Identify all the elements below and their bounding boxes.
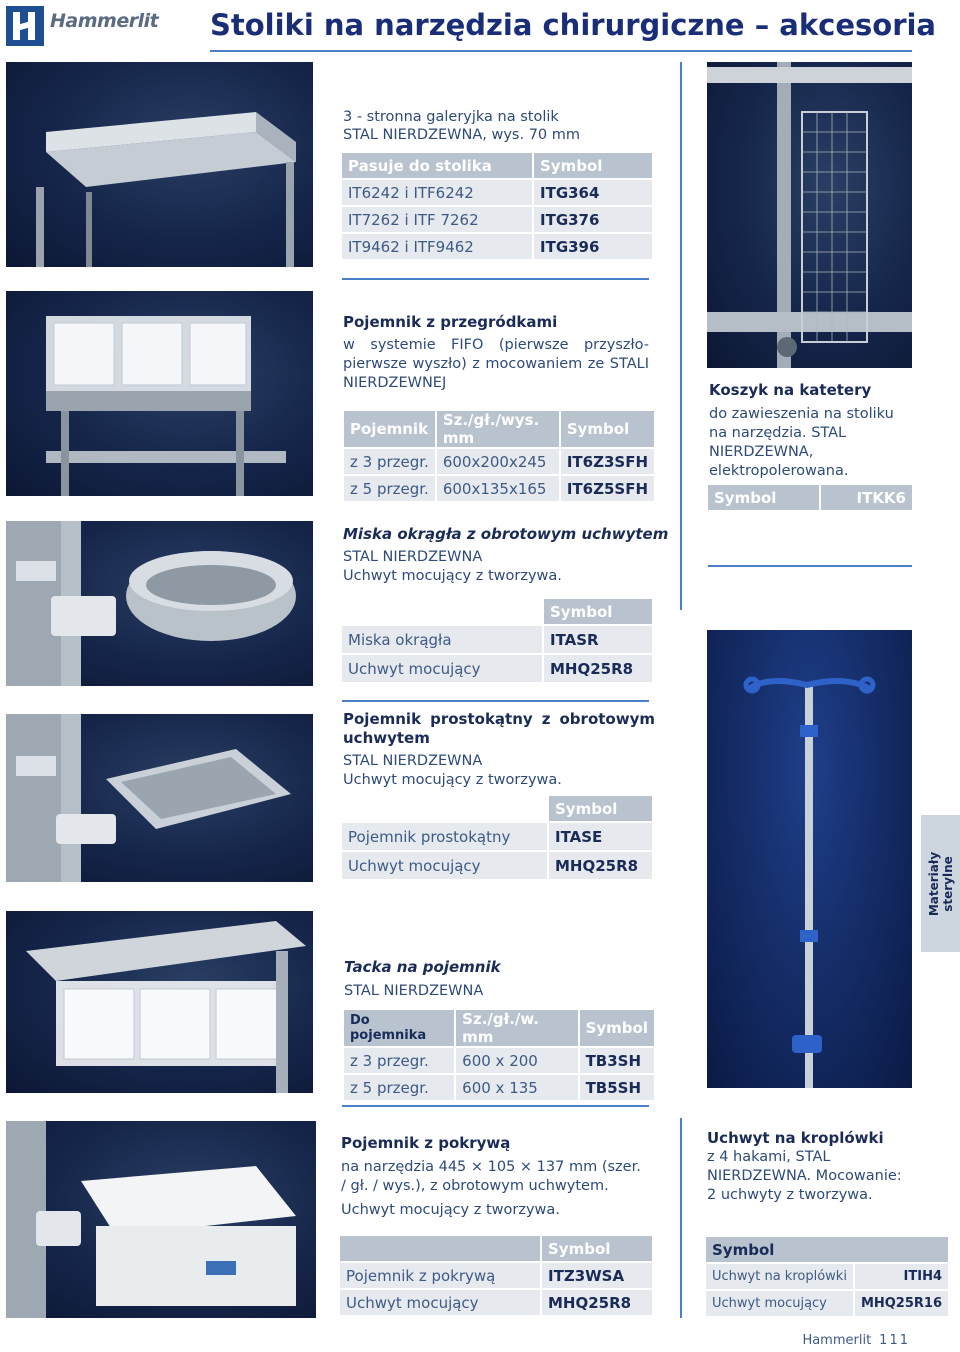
table-cell: 600x135x165 <box>437 476 559 501</box>
section-divider <box>342 278 649 280</box>
symbol-cell: TB3SH <box>580 1048 654 1073</box>
table-cell: 600 x 200 <box>456 1048 577 1073</box>
table-row <box>344 476 654 501</box>
table-row <box>342 852 652 879</box>
symbol-cell: ITG396 <box>534 234 652 259</box>
fifo-col-header: Pojemnik <box>344 411 435 447</box>
table-cell: IT7262 i ITF 7262 <box>342 207 532 232</box>
bowl-line1: STAL NIERDZEWNA <box>343 549 483 565</box>
table-row <box>342 655 652 682</box>
table-row <box>340 1263 652 1288</box>
table-row <box>340 1290 652 1315</box>
footer-brand: Hammerlit <box>802 1333 872 1348</box>
basket-desc: do zawieszenia na stoliku na narzędzia. STAL NIERDZEWNA, elektropolerowana. <box>709 406 894 479</box>
page-footer <box>802 1333 910 1348</box>
lidbox-line2: Uchwyt mocujący z tworzywa. <box>341 1202 560 1218</box>
table-row <box>342 823 652 850</box>
fifo-heading: Pojemnik z przegródkami <box>343 313 558 331</box>
table-cell: IT6242 i ITF6242 <box>342 180 532 205</box>
basket-col-header: Symbol <box>708 485 819 510</box>
symbol-cell: TB5SH <box>580 1075 654 1100</box>
lidbox-desc: na narzędzia 445 × 105 × 137 mm (szer. / gł. / wys.), z obrotowym uchwytem. <box>341 1159 641 1194</box>
section-divider <box>708 565 912 567</box>
tray-col-header: Symbol <box>549 796 652 821</box>
basket-heading: Koszyk na katetery <box>709 381 872 399</box>
table-cell: IT9462 i ITF9462 <box>342 234 532 259</box>
ivpole-table <box>704 1235 950 1318</box>
bowl-line2: Uchwyt mocujący z tworzywa. <box>343 568 562 584</box>
symbol-cell: MHQ25R16 <box>855 1291 948 1316</box>
fifo-col-header: Sz./gł./wys. mm <box>437 411 559 447</box>
table-cell: z 5 przegr. <box>344 1075 454 1100</box>
tacka-col-header: Symbol <box>580 1010 654 1046</box>
table-cell: 600 x 135 <box>456 1075 577 1100</box>
symbol-cell: ITIH4 <box>855 1264 948 1289</box>
symbol-cell: MHQ25R8 <box>542 1290 652 1315</box>
table-cell: 600x200x245 <box>437 449 559 474</box>
bowl-table <box>340 597 654 684</box>
table-cell: z 5 przegr. <box>344 476 435 501</box>
tray-photo <box>6 714 313 882</box>
symbol-cell: MHQ25R8 <box>549 852 652 879</box>
section-divider <box>342 1105 649 1107</box>
tacka-table <box>342 1008 656 1102</box>
side-tab <box>921 815 960 952</box>
fifo-photo <box>6 291 313 496</box>
ivpole-photo <box>707 630 912 1088</box>
table-cell: Pojemnik prostokątny <box>342 823 547 850</box>
basket-table <box>706 483 914 512</box>
table-row <box>344 1075 654 1100</box>
logo-text: Hammerlit <box>50 10 159 32</box>
tray-heading: Pojemnik prostokątny z obrotowym uchwytem <box>343 710 655 747</box>
tacka-heading: Tacka na pojemnik <box>344 958 501 976</box>
tacka-photo <box>6 911 313 1093</box>
symbol-cell: ITG364 <box>534 180 652 205</box>
tacka-line1: STAL NIERDZEWNA <box>344 983 484 999</box>
symbol-cell: IT6Z5SFH <box>561 476 654 501</box>
blank-header <box>342 796 547 821</box>
tray-line2: Uchwyt mocujący z tworzywa. <box>343 772 562 788</box>
gallery-photo <box>6 62 313 267</box>
table-cell: Uchwyt mocujący <box>340 1290 540 1315</box>
blank-header <box>342 599 542 624</box>
table-row <box>344 1048 654 1073</box>
gallery-desc2: STAL NIERDZEWNA, wys. 70 mm <box>343 127 581 143</box>
basket-photo <box>707 62 912 368</box>
bowl-heading: Miska okrągła z obrotowym uchwytem <box>343 525 669 543</box>
title-divider <box>210 50 912 52</box>
symbol-cell: ITASE <box>549 823 652 850</box>
gallery-col-header: Symbol <box>534 153 652 178</box>
table-row <box>342 234 652 259</box>
symbol-cell: ITG376 <box>534 207 652 232</box>
lidbox-table <box>338 1234 654 1317</box>
table-cell: Uchwyt na kroplówki <box>706 1264 853 1289</box>
bowl-photo <box>6 521 313 686</box>
table-cell: Uchwyt mocujący <box>342 655 542 682</box>
table-cell: Pojemnik z pokrywą <box>340 1263 540 1288</box>
column-divider <box>680 62 682 610</box>
side-tab-line2: sterylne <box>940 855 955 912</box>
table-row <box>344 449 654 474</box>
lidbox-heading: Pojemnik z pokrywą <box>341 1134 511 1152</box>
blank-header <box>340 1236 540 1261</box>
tray-table <box>340 794 654 881</box>
fifo-table <box>342 409 656 503</box>
gallery-desc1: 3 - stronna galeryjka na stolik <box>343 109 559 125</box>
tacka-col-header: Sz./gł./w. mm <box>456 1010 577 1046</box>
table-cell: Uchwyt mocujący <box>706 1291 853 1316</box>
symbol-cell: MHQ25R8 <box>544 655 652 682</box>
logo-mark-icon <box>6 6 44 46</box>
tray-line1: STAL NIERDZEWNA <box>343 753 483 769</box>
brand-logo <box>6 6 166 50</box>
page-title: Stoliki na narzędzia chirurgiczne – akcesoria <box>210 8 937 42</box>
gallery-col-header: Pasuje do stolika <box>342 153 532 178</box>
symbol-cell: ITZ3WSA <box>542 1263 652 1288</box>
table-cell: Uchwyt mocujący <box>342 852 547 879</box>
table-row <box>342 180 652 205</box>
basket-symbol: ITKK6 <box>821 485 912 510</box>
section-divider <box>342 700 649 702</box>
gallery-table <box>340 151 654 261</box>
ivpole-heading: Uchwyt na kroplówki <box>707 1129 884 1147</box>
table-cell: z 3 przegr. <box>344 1048 454 1073</box>
table-row <box>706 1264 948 1289</box>
page-number: 111 <box>879 1333 910 1348</box>
table-row <box>342 207 652 232</box>
bowl-col-header: Symbol <box>544 599 652 624</box>
fifo-col-header: Symbol <box>561 411 654 447</box>
tacka-col-header: Do pojemnika <box>344 1010 454 1046</box>
table-row <box>706 1291 948 1316</box>
table-row <box>342 626 652 653</box>
side-tab-line1: Materiały <box>926 851 941 916</box>
table-cell: Miska okrągła <box>342 626 542 653</box>
table-cell: z 3 przegr. <box>344 449 435 474</box>
symbol-cell: IT6Z3SFH <box>561 449 654 474</box>
fifo-desc: w systemie FIFO (pierwsze przyszło-pierwsze wyszło) z mocowaniem ze STALI NIERDZEWNEJ <box>343 337 649 391</box>
ivpole-col-header: Symbol <box>706 1237 948 1262</box>
symbol-cell: ITASR <box>544 626 652 653</box>
lidbox-col-header: Symbol <box>542 1236 652 1261</box>
column-divider-bottom <box>680 1118 682 1318</box>
ivpole-desc: z 4 hakami, STAL NIERDZEWNA. Mocowanie: 2 uchwyty z tworzywa. <box>707 1149 902 1203</box>
lidbox-photo <box>6 1121 316 1318</box>
